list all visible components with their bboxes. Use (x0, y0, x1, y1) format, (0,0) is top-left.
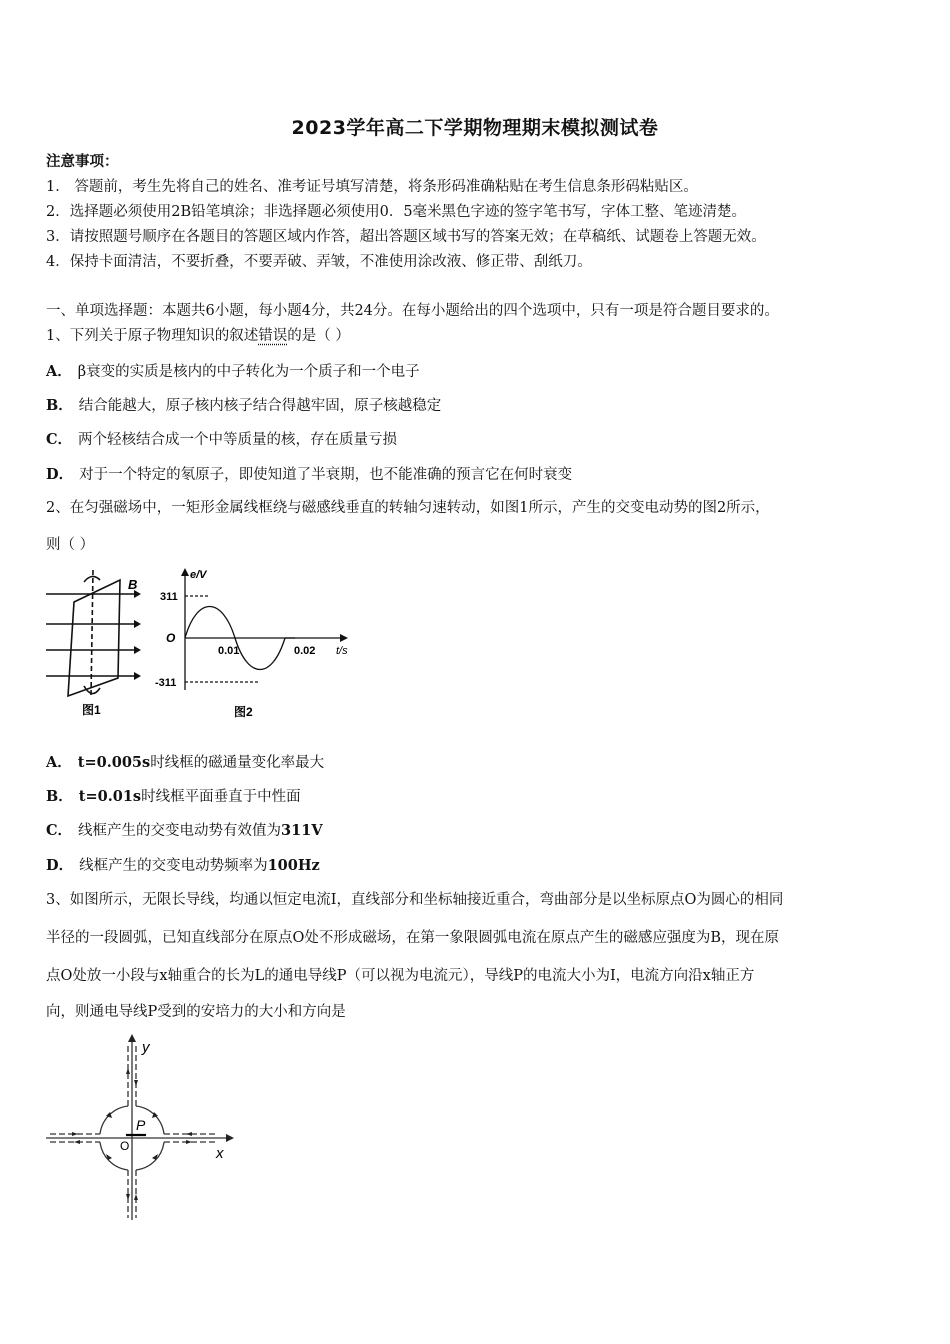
option-text: 时线框平面垂直于中性面 (141, 789, 301, 805)
fig2-y-top: 311 (160, 591, 178, 603)
q2-stem-line-2: 则（ ） (46, 537, 95, 553)
option-text: 两个轻核结合成一个中等质量的核，存在质量亏损 (78, 432, 398, 448)
option-letter: A． (46, 754, 72, 771)
q1-option-c (46, 430, 397, 450)
fig3-y-label: y (142, 1039, 150, 1056)
option-text: 结合能越大，原子核内核子结合得越牢固，原子核越稳定 (78, 398, 442, 414)
fig2-x-label: t/s (336, 645, 348, 657)
q3-figure (46, 1034, 246, 1224)
option-bold: 311V (281, 822, 323, 839)
q1-option-d (46, 465, 572, 485)
option-bold: t=0.01s (78, 788, 142, 805)
fig1-caption: 图1 (82, 703, 101, 717)
q2-option-c (46, 821, 323, 841)
q2-figure-2-chart (152, 566, 362, 722)
fig2-x-tick-2: 0.02 (294, 645, 316, 657)
q3-stem-line-3: 点O处放一小段与x轴重合的长为L的通电导线P（可以视为电流元），导线P的电流大小为I，电流方向沿x轴正方 (46, 968, 755, 984)
option-bold: t=0.005s (77, 754, 151, 771)
option-text: 线框产生的交变电动势有效值为 (78, 823, 282, 839)
option-letter: C． (46, 431, 73, 448)
q2-figure-1 (44, 568, 154, 718)
option-text: β衰变的实质是核内的中子转化为一个质子和一个电子 (77, 364, 420, 380)
fig2-y-label: e/V (190, 569, 207, 581)
option-text: 时线框的磁通量变化率最大 (150, 755, 325, 771)
q1-stem (46, 326, 350, 346)
page-title: 2023学年高二下学期物理期末模拟测试卷 (291, 117, 659, 139)
q1-stem-pre: 1、下列关于原子物理知识的叙述 (46, 328, 259, 344)
option-letter: D． (46, 857, 74, 874)
q1-option-a (46, 362, 420, 382)
q3-stem-line-1: 3、如图所示，无限长导线，均通以恒定电流I，直线部分和坐标轴接近重合，弯曲部分是以坐标原点O为圆心的相同 (46, 892, 784, 908)
option-letter: B． (46, 788, 73, 805)
q1-stem-emphasis: 错误 (258, 328, 288, 344)
notice-heading: 注意事项： (46, 153, 119, 170)
q1-stem-post: 的是（ ） (287, 328, 350, 344)
option-bold: 100Hz (267, 857, 320, 874)
q2-option-b (46, 787, 301, 807)
notice-item-4: 4．保持卡面清洁，不要折叠，不要弄破、弄皱，不准使用涂改液、修正带、刮纸刀。 (46, 254, 592, 270)
q2-option-d (46, 856, 320, 876)
fig1-label-b: B (128, 577, 138, 592)
fig3-x-label: x (216, 1145, 224, 1162)
q2-stem-line-1: 2、在匀强磁场中，一矩形金属线框绕与磁感线垂直的转轴匀速转动，如图1所示，产生的交变电动势的图2所示， (46, 500, 770, 516)
notice-item-2: 2．选择题必须使用2B铅笔填涂；非选择题必须使用0．5毫米黑色字迹的签字笔书写，字体工整、笔迹清楚。 (46, 204, 747, 220)
option-letter: D． (46, 466, 74, 483)
fig3-origin-label: O (120, 1139, 130, 1153)
notice-item-3: 3．请按照题号顺序在各题目的答题区域内作答，超出答题区域书写的答案无效；在草稿纸、试题卷上答题无效。 (46, 229, 766, 245)
q2-option-a (46, 753, 324, 773)
option-letter: C． (46, 822, 73, 839)
q3-stem-line-2: 半径的一段圆弧，已知直线部分在原点O处不形成磁场，在第一象限圆弧电流在原点产生的磁感应强度为B，现在原 (46, 930, 780, 946)
q3-stem-line-4: 向，则通电导线P受到的安培力的大小和方向是 (46, 1004, 346, 1020)
option-letter: B． (46, 397, 73, 414)
fig2-caption: 图2 (234, 705, 253, 719)
notice-item-1: 1． 答题前，考生先将自己的姓名、准考证号填写清楚，将条形码准确粘贴在考生信息条形码粘贴区。 (46, 179, 698, 195)
fig2-origin: O (166, 631, 176, 645)
q1-option-b (46, 396, 441, 416)
option-text: 线框产生的交变电动势频率为 (79, 858, 268, 874)
option-letter: A． (46, 363, 72, 380)
fig2-x-tick-1: 0.01 (218, 645, 240, 657)
section-heading: 一、单项选择题：本题共6小题，每小题4分，共24分。在每小题给出的四个选项中，只有一项是符合题目要求的。 (46, 303, 779, 319)
option-text: 对于一个特定的氡原子，即使知道了半衰期，也不能准确的预言它在何时衰变 (79, 467, 573, 483)
fig3-p-label: P (136, 1117, 146, 1133)
fig2-y-bottom: -311 (155, 677, 177, 689)
